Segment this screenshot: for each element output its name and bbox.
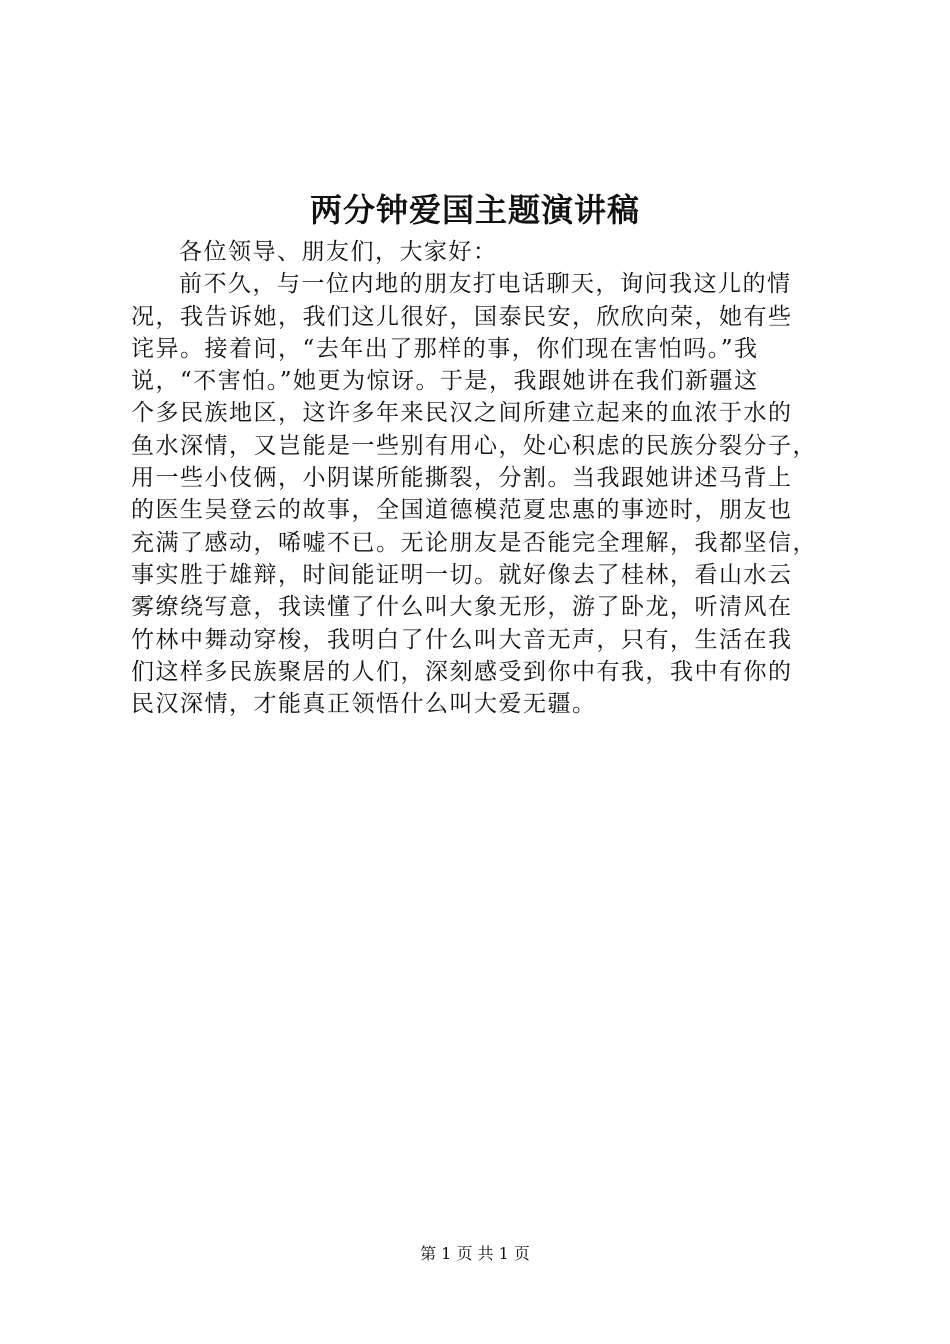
body-line: 事实胜于雄辩，时间能证明一切。就好像去了桂林，看山水云	[131, 561, 793, 588]
greeting-line: 各位领导、朋友们，大家好：	[179, 239, 498, 265]
body-line: 雾缭绕写意，我读懂了什么叫大象无形，游了卧龙，听清风在	[131, 594, 793, 621]
body-line: 鱼水深情，又岂能是一些别有用心，处心积虑的民族分裂分子，	[131, 432, 817, 459]
body-line: 竹林中舞动穿梭，我明白了什么叫大音无声，只有，生活在我	[131, 626, 793, 653]
body-line: 民汉深情，才能真正领悟什么叫大爱无疆。	[131, 691, 597, 718]
body-line: 们这样多民族聚居的人们，深刻感受到你中有我，我中有你的	[131, 658, 793, 685]
body-line: 个多民族地区，这许多年来民汉之间所建立起来的血浓于水的	[131, 400, 793, 427]
body-line: 的医生吴登云的故事，全国道德模范夏忠惠的事迹时，朋友也	[131, 497, 793, 524]
body-line: 充满了感动，唏嘘不已。无论朋友是否能完全理解，我都坚信，	[131, 529, 817, 556]
body-line: 诧异。接着问，“去年出了那样的事，你们现在害怕吗。”我	[131, 335, 759, 362]
document-title: 两分钟爱国主题演讲稿	[309, 191, 640, 229]
body-line: 说，“不害怕。”她更为惊讶。于是，我跟她讲在我们新疆这	[131, 368, 759, 395]
page-footer: 第 1 页 共 1 页	[420, 1244, 530, 1263]
body-line: 前不久，与一位内地的朋友打电话聊天，询问我这儿的情	[179, 271, 792, 298]
body-line: 况，我告诉她，我们这儿很好，国泰民安，欣欣向荣，她有些	[131, 303, 793, 330]
document-body	[131, 236, 831, 720]
body-line: 用一些小伎俩，小阴谋所能撕裂，分割。当我跟她讲述马背上	[131, 465, 793, 492]
